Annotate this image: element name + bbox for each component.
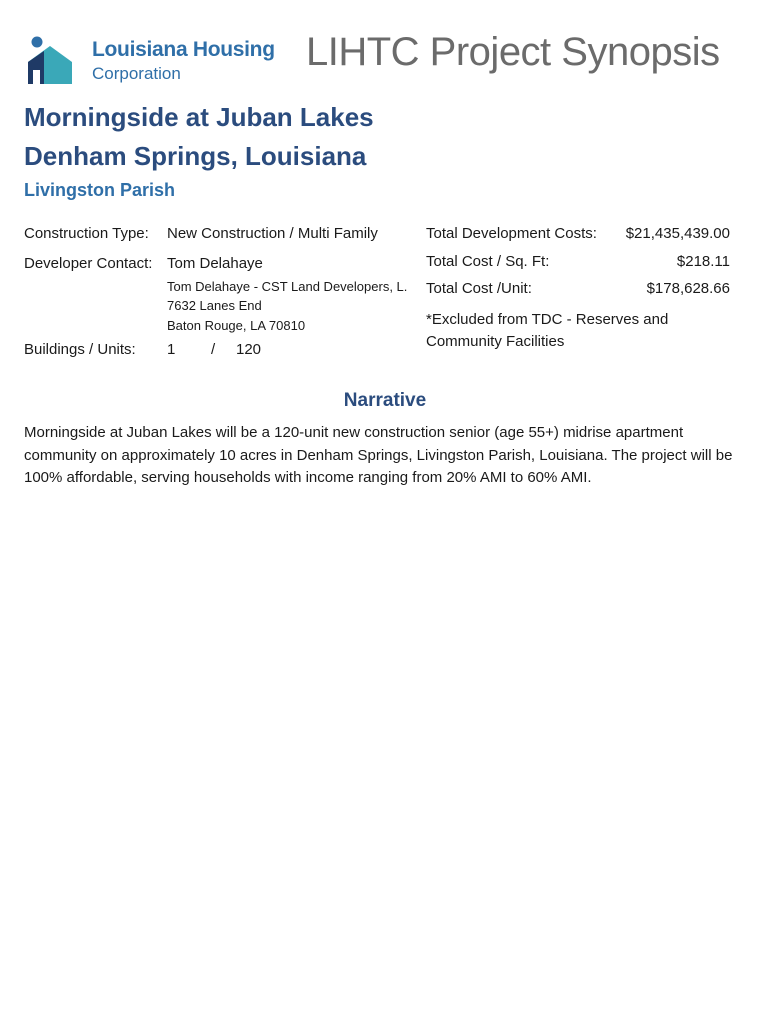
logo-line2: Corporation: [92, 64, 181, 83]
document-title: LIHTC Project Synopsis: [306, 30, 720, 74]
units-separator: /: [211, 341, 216, 358]
developer-contact-label: Developer Contact:: [24, 255, 153, 272]
developer-address-line1: Tom Delahaye - CST Land Developers, L.: [167, 279, 408, 294]
sqft-value: $218.11: [676, 253, 730, 270]
construction-type-label: Construction Type:: [24, 225, 149, 242]
buildings-count: 1: [167, 341, 176, 358]
project-city: Denham Springs, Louisiana: [24, 141, 367, 171]
construction-type-value: New Construction / Multi Family: [167, 225, 378, 242]
narrative-text: Morningside at Juban Lakes will be a 120-unit new construction senior (age 55+) midrise apartment community on approximately 10 acres in Denham Springs, Livingston Parish, Louisiana. The project will be 100% affordable, serving households with income ranging from 20% AMI to 60% AMI.: [24, 424, 733, 486]
developer-address-line3: Baton Rouge, LA 70810: [167, 318, 306, 333]
project-name: Morningside at Juban Lakes: [24, 102, 374, 132]
tdc-label: Total Development Costs:: [426, 225, 597, 242]
developer-address-line2: 7632 Lanes End: [167, 298, 262, 313]
sqft-label: Total Cost / Sq. Ft:: [426, 253, 550, 270]
buildings-units-label: Buildings / Units:: [24, 341, 136, 358]
logo-line1: Louisiana Housing: [92, 38, 275, 61]
tdc-exclusion-note: *Excluded from TDC - Reserves and Community Facilities: [426, 311, 669, 350]
page-header: [24, 30, 754, 90]
unit-cost-label: Total Cost /Unit:: [426, 280, 532, 297]
project-parish: Livingston Parish: [24, 180, 176, 200]
developer-contact-value: Tom Delahaye: [167, 255, 263, 272]
tdc-value: $21,435,439.00: [625, 225, 730, 242]
house-person-icon: [24, 34, 76, 86]
narrative-heading: Narrative: [343, 390, 427, 411]
units-count: 120: [236, 341, 262, 358]
unit-cost-value: $178,628.66: [646, 280, 730, 297]
lhc-logo: [24, 32, 294, 88]
